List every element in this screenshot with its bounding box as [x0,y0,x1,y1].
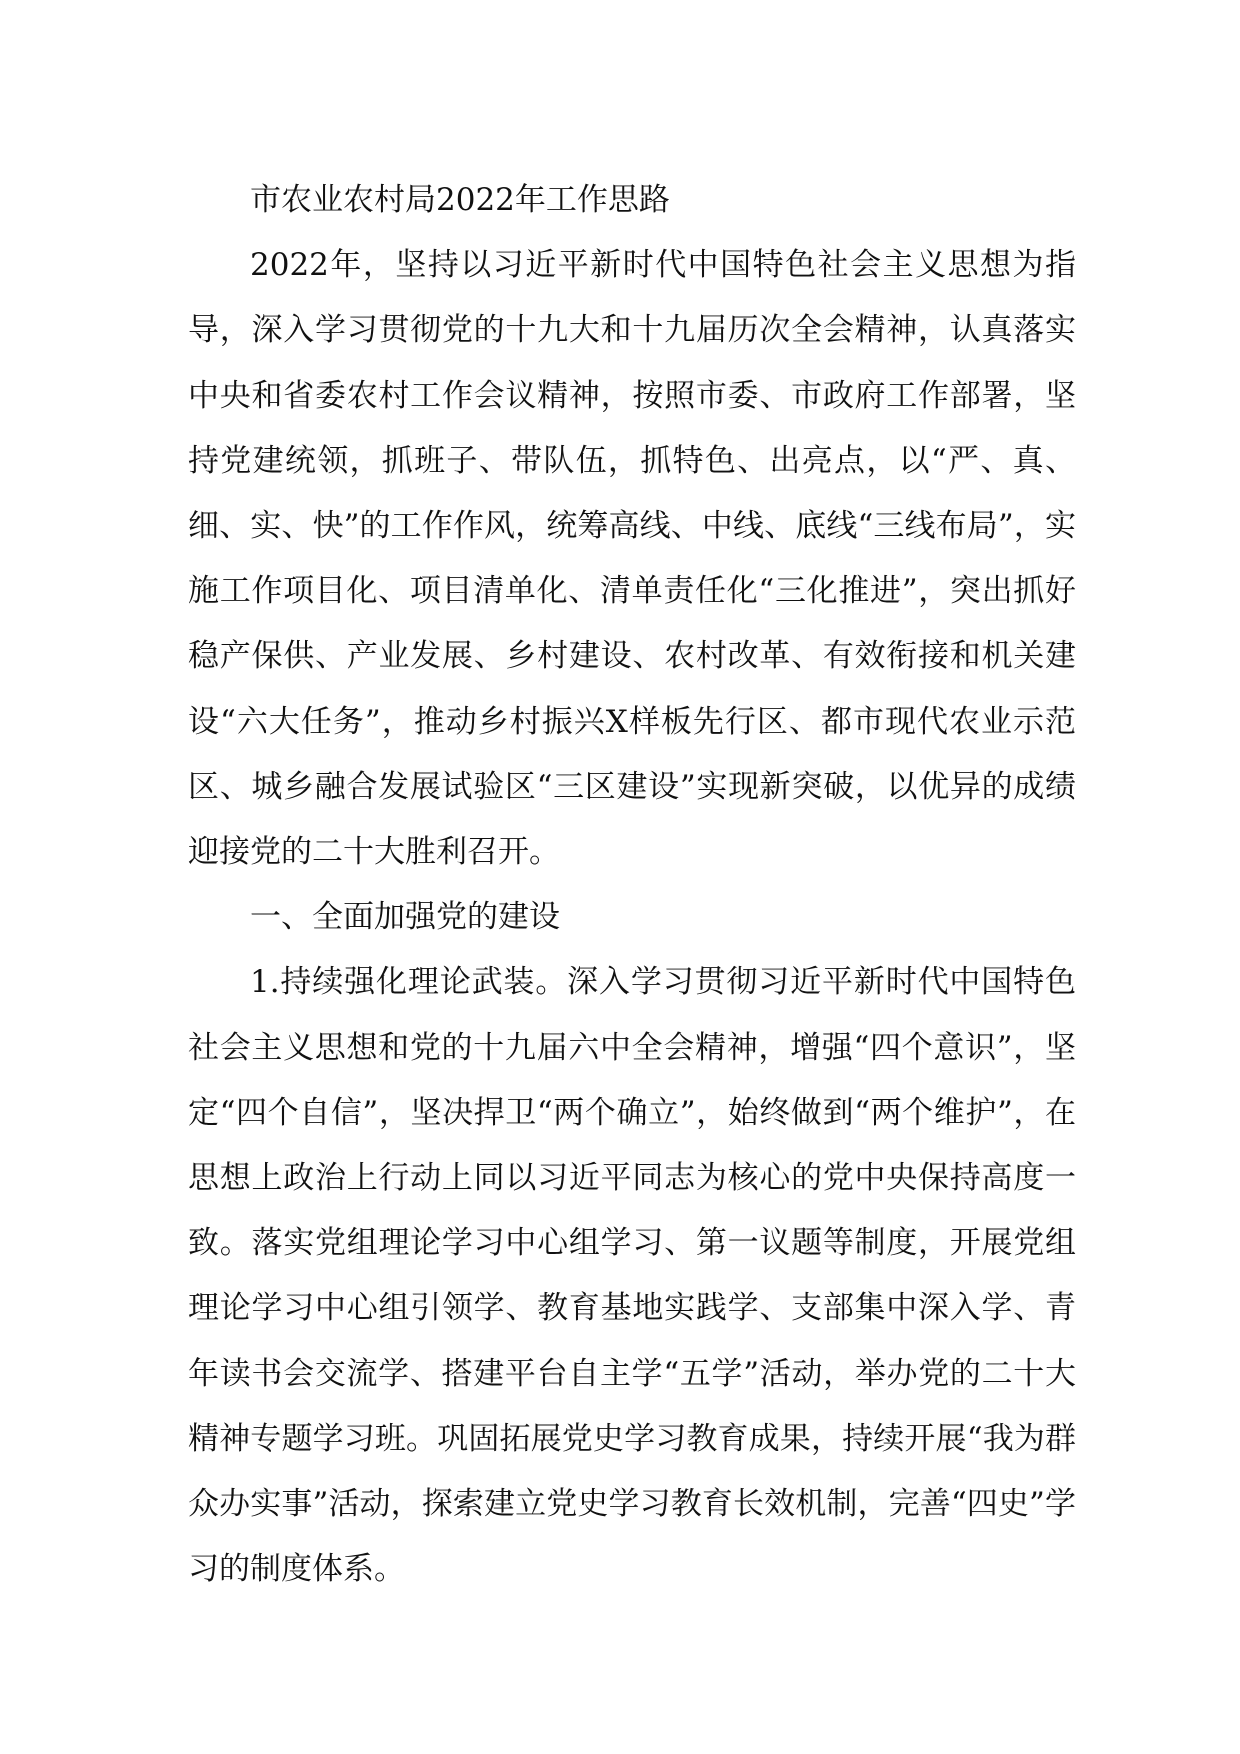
document-body [188,168,1076,1602]
body-paragraph: 1.持续强化理论武装。深入学习贯彻习近平新时代中国特色社会主义思想和党的十九届六中全会精神，增强“四个意识”，坚定“四个自信”，坚决捍卫“两个确立”，始终做到“两个维护”，在思想上政治上行动上同以习近平同志为核心的党中央保持高度一致。落实党组理论学习中心组学习、第一议题等制度，开展党组理论学习中心组引领学、教育基地实践学、支部集中深入学、青年读书会交流学、搭建平台自主学“五学”活动，举办党的二十大精神专题学习班。巩固拓展党史学习教育成果，持续开展“我为群众办实事”活动，探索建立党史学习教育长效机制，完善“四史”学习的制度体系。 [188,964,1076,1588]
section-heading: 一、全面加强党的建设 [250,899,560,936]
document-title: 市农业农村局2022年工作思路 [250,182,670,218]
intro-paragraph: 2022年，坚持以习近平新时代中国特色社会主义思想为指导，深入学习贯彻党的十九大和十九届历次全会精神，认真落实中央和省委农村工作会议精神，按照市委、市政府工作部署，坚持党建统领，抓班子、带队伍，抓特色、出亮点，以“严、真、细、实、快”的工作作风，统筹高线、中线、底线“三线布局”，实施工作项目化、项目清单化、清单责任化“三化推进”，突出抓好稳产保供、产业发展、乡村建设、农村改革、有效衔接和机关建设“六大任务”，推动乡村振兴X样板先行区、都市现代农业示范区、城乡融合发展试验区“三区建设”实现新突破，以优异的成绩迎接党的二十大胜利召开。 [188,247,1076,871]
